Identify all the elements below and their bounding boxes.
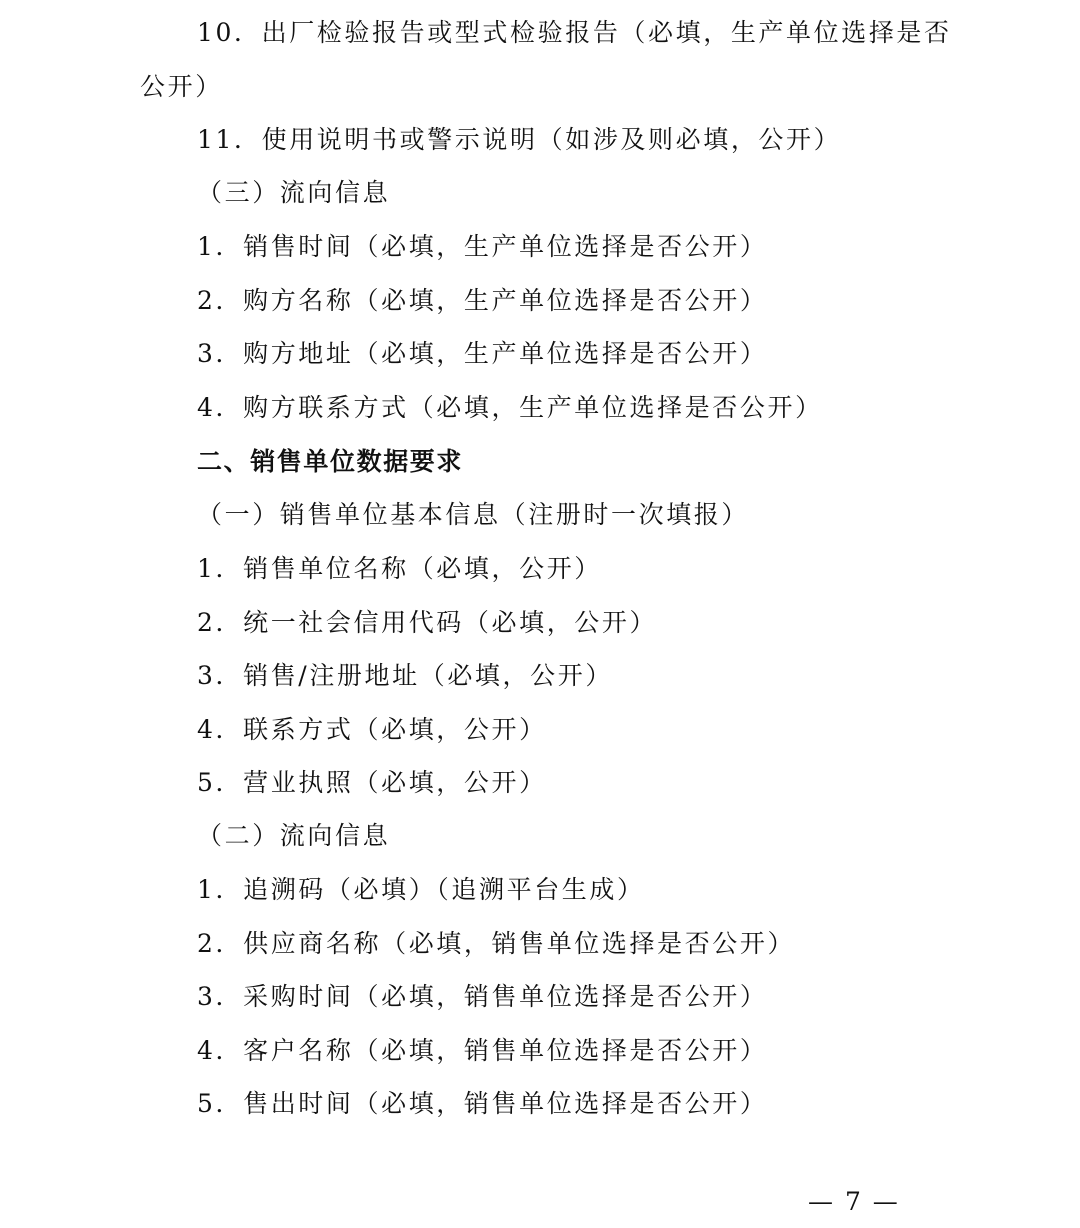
subsection-heading-seller-basic-info: （一）销售单位基本信息（注册时一次填报） bbox=[197, 500, 750, 529]
list-item-trace-code: 1．追溯码（必填）（追溯平台生成） bbox=[197, 875, 645, 904]
list-item-sales-address: 3．销售/注册地址（必填，公开） bbox=[197, 661, 613, 690]
list-item-credit-code: 2．统一社会信用代码（必填，公开） bbox=[197, 608, 658, 637]
list-item-supplier-name: 2．供应商名称（必填，销售单位选择是否公开） bbox=[197, 929, 796, 958]
list-item-sale-time: 1．销售时间（必填，生产单位选择是否公开） bbox=[197, 232, 768, 261]
list-item-purchase-time: 3．采购时间（必填，销售单位选择是否公开） bbox=[197, 982, 768, 1011]
section-heading-seller-data-requirements: 二、销售单位数据要求 bbox=[197, 447, 464, 476]
list-item-customer-name: 4．客户名称（必填，销售单位选择是否公开） bbox=[197, 1036, 768, 1065]
list-item-sold-time: 5．售出时间（必填，销售单位选择是否公开） bbox=[197, 1089, 768, 1118]
page-number: — 7 — bbox=[808, 1187, 900, 1216]
list-item-seller-name: 1．销售单位名称（必填，公开） bbox=[197, 554, 602, 583]
list-item-buyer-address: 3．购方地址（必填，生产单位选择是否公开） bbox=[197, 339, 768, 368]
list-item-buyer-name: 2．购方名称（必填，生产单位选择是否公开） bbox=[197, 286, 768, 315]
subsection-heading-flow-info-2: （二）流向信息 bbox=[197, 821, 391, 850]
list-item-contact: 4．联系方式（必填，公开） bbox=[197, 715, 547, 744]
list-item-buyer-contact: 4．购方联系方式（必填，生产单位选择是否公开） bbox=[197, 393, 823, 422]
subsection-heading-flow-info-3: （三）流向信息 bbox=[197, 178, 391, 207]
list-item-11-instructions: 11．使用说明书或警示说明（如涉及则必填，公开） bbox=[197, 125, 842, 154]
list-item-business-license: 5．营业执照（必填，公开） bbox=[197, 768, 547, 797]
list-item-10-factory-inspection-report: 10．出厂检验报告或型式检验报告（必填，生产单位选择是否 bbox=[197, 18, 952, 47]
list-item-10-continuation: 公开） bbox=[140, 72, 223, 101]
